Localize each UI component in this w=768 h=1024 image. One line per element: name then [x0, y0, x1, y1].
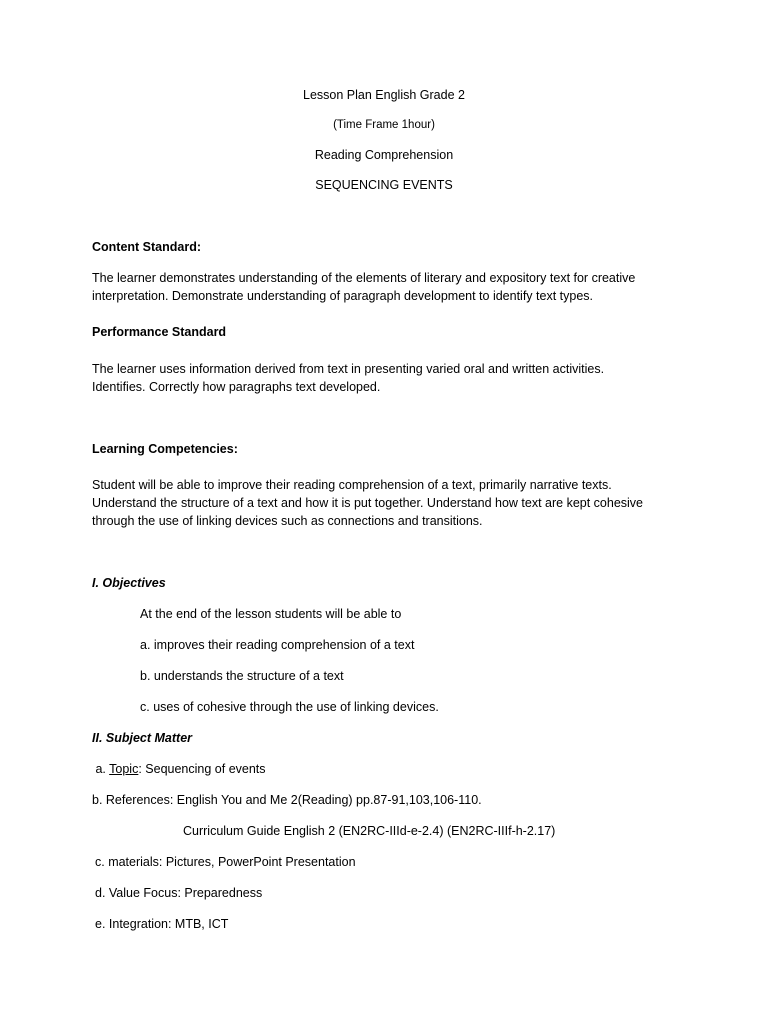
objective-item: a. improves their reading comprehension of a text — [140, 638, 415, 652]
subject-matter-materials: c. materials: Pictures, PowerPoint Presentation — [95, 855, 356, 869]
performance-standard-line: The learner uses information derived from text in presenting varied oral and written activities. — [92, 362, 605, 376]
document-title: Lesson Plan English Grade 2 — [303, 88, 465, 102]
subject-matter-references: b. References: English You and Me 2(Reading) pp.87-91,103,106-110. — [92, 793, 482, 807]
subject-matter-topic — [92, 760, 266, 778]
content-standard-heading: Content Standard: — [92, 240, 202, 254]
subject-title: Reading Comprehension — [314, 148, 454, 162]
topic-heading: SEQUENCING EVENTS — [315, 178, 453, 192]
subject-matter-heading: II. Subject Matter — [92, 731, 193, 745]
topic-value: : Sequencing of events — [138, 762, 266, 776]
learning-competencies-line: Understand the structure of a text and how it is put together. Understand how text are kept cohesive — [92, 496, 644, 510]
learning-competencies-line: Student will be able to improve their reading comprehension of a text, primarily narrative texts. — [92, 478, 612, 492]
objective-item: c. uses of cohesive through the use of linking devices. — [140, 700, 439, 714]
objectives-heading: I. Objectives — [92, 576, 166, 590]
curriculum-guide: Curriculum Guide English 2 (EN2RC-IIId-e-2.4) (EN2RC-IIIf-h-2.17) — [183, 824, 556, 838]
objectives-intro: At the end of the lesson students will be able to — [140, 607, 402, 621]
topic-prefix: a. — [92, 762, 110, 776]
content-standard-line: interpretation. Demonstrate understanding of paragraph development to identify text types. — [92, 289, 593, 303]
performance-standard-line: Identifies. Correctly how paragraphs text developed. — [92, 380, 381, 394]
subject-matter-value-focus: d. Value Focus: Preparedness — [95, 886, 263, 900]
learning-competencies-line: through the use of linking devices such as connections and transitions. — [92, 514, 483, 528]
topic-label: Topic — [109, 762, 139, 776]
content-standard-line: The learner demonstrates understanding of the elements of literary and expository text for creative — [92, 271, 636, 285]
time-frame: (Time Frame 1hour) — [333, 119, 435, 131]
performance-standard-heading: Performance Standard — [92, 325, 227, 339]
learning-competencies-heading: Learning Competencies: — [92, 442, 238, 456]
subject-matter-integration: e. Integration: MTB, ICT — [95, 917, 229, 931]
objective-item: b. understands the structure of a text — [140, 669, 344, 683]
